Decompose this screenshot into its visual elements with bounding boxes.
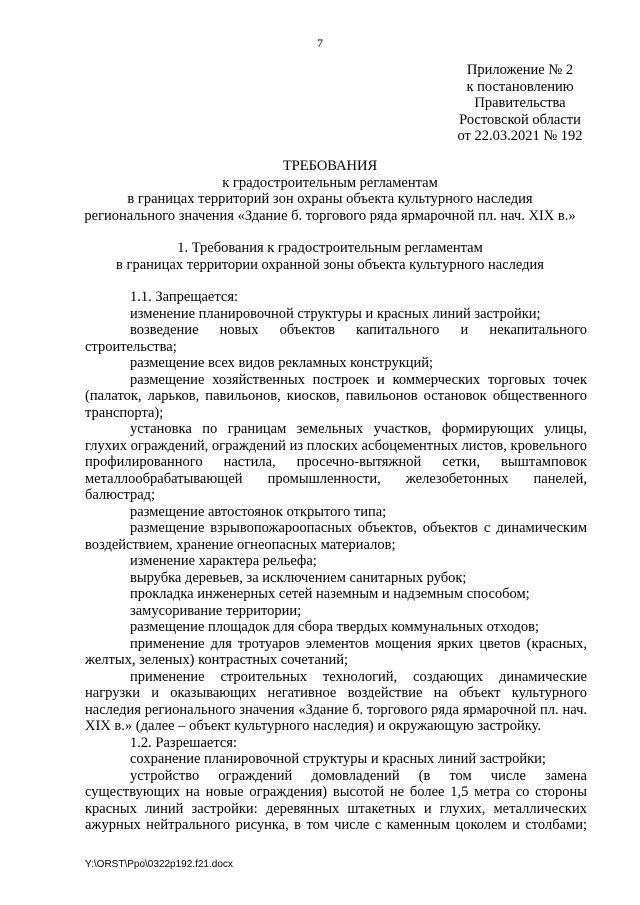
paragraph: применение для тротуаров элементов мощения ярких цветов (красных, желтых, зеленых) контрастных сочетаний; (85, 635, 587, 668)
paragraph: возведение новых объектов капитального и некапитального строительства; (85, 322, 587, 355)
appendix-block (440, 62, 600, 145)
paragraph: размещение площадок для сбора твердых коммунальных отходов; (130, 619, 540, 635)
document-body (85, 289, 587, 834)
paragraph: применение строительных технологий, создающих динамические нагрузки и оказывающих негативное воздействие на объект культурного наследия регионального значения «Здание б. торгового ряда ярмарочной пл. нач. XIX в.» (далее – объект культурного наследия) и окружающую застройку. (85, 668, 587, 734)
paragraph: прокладка инженерных сетей наземным и надземным способом; (130, 586, 530, 602)
appendix-line: Приложение № 2 (466, 62, 574, 78)
document-title: ТРЕБОВАНИЯ (282, 158, 378, 174)
subtitle-line: в границах территорий зон охраны объекта культурного наследия (127, 191, 533, 207)
paragraph: 1.2. Разрешается: (130, 734, 237, 751)
appendix-line: Ростовской области (459, 111, 581, 128)
paragraph: размещение взрывопожароопасных объектов, объектов с динамическим воздействием, хранение огнеопасных материалов; (85, 520, 587, 553)
section-heading (60, 240, 600, 273)
paragraph: установка по границам земельных участков, формирующих улицы, глухих ограждений, ограждений из плоских асбоцементных листов, кровельного профилированного настила, просечно-вытяжной сетки, выштамповок металлообрабатывающей промышленности, железобетонных панелей, балюстрад; (85, 421, 587, 503)
paragraph: устройство ограждений домовладений (в том числе замена существующих на новые ограждения) высотой не более 1,5 метра со стороны красных линий застройки: деревянных штакетных и глухих, металлических ажурных нейтрального рисунка, в том числе с каменным цоколем и столбами; (85, 767, 587, 833)
document-heading (60, 158, 600, 224)
paragraph: вырубка деревьев, за исключением санитарных рубок; (130, 569, 467, 586)
paragraph: размещение автостоянок открытого типа; (130, 503, 387, 520)
appendix-line: Правительства (474, 95, 566, 111)
paragraph: замусоривание территории; (130, 602, 302, 619)
paragraph: изменение характера рельефа; (130, 553, 317, 569)
file-path-footer: Y:\ORST\Ppo\0322p192.f21.docx (85, 859, 233, 870)
paragraph: изменение планировочной структуры и красных линий застройки; (130, 305, 541, 322)
section-heading-line: в границах территории охранной зоны объекта культурного наследия (116, 256, 544, 273)
subtitle-line: регионального значения «Здание б. торгового ряда ярмарочной пл. нач. XIX в.» (84, 207, 576, 224)
paragraph: размещение хозяйственных построек и коммерческих торговых точек (палаток, ларьков, павильонов, киосков, павильонов остановок общественного транспорта); (85, 371, 587, 421)
section-heading-line: 1. Требования к градостроительным регламентам (177, 240, 483, 256)
appendix-line: от 22.03.2021 № 192 (457, 128, 583, 144)
page-number: 7 (317, 36, 323, 50)
paragraph: сохранение планировочной структуры и красных линий застройки; (130, 751, 546, 767)
appendix-line: к постановлению (466, 78, 574, 95)
paragraph: 1.1. Запрещается: (130, 289, 239, 305)
subtitle-line: к градостроительным регламентам (222, 174, 438, 191)
paragraph: размещение всех видов рекламных конструкций; (130, 355, 434, 371)
